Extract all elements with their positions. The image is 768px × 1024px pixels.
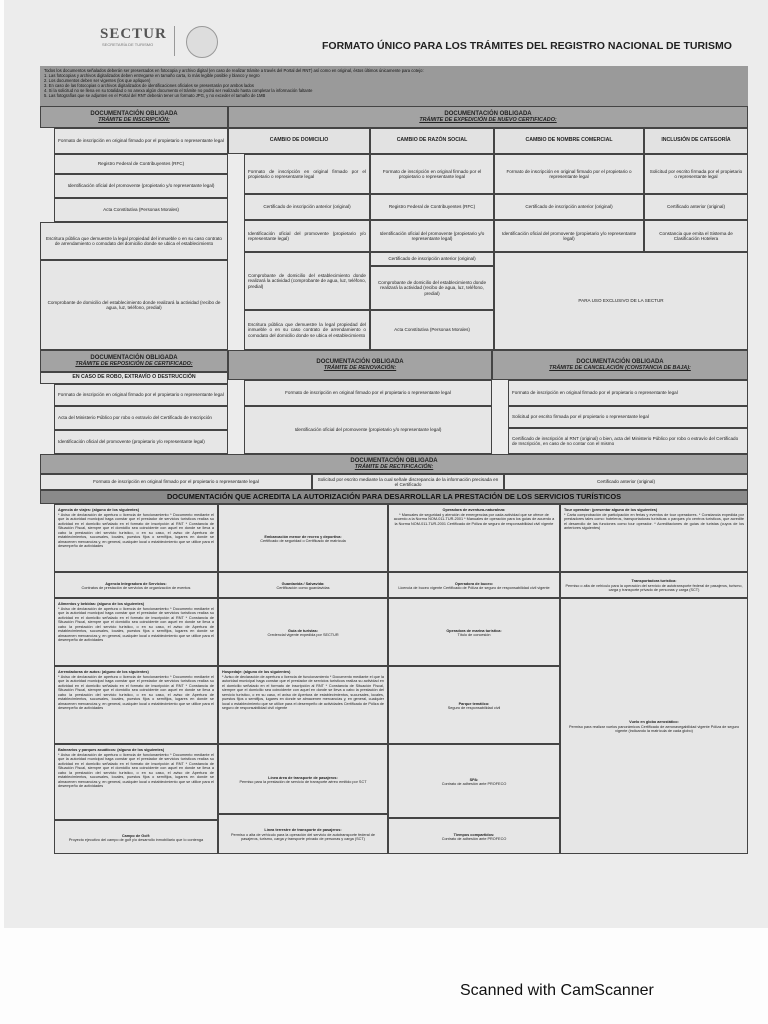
razon-item: Comprobante de domicilio del establecimiento donde realizará la actividad (recibo de agua, luz, teléfono, predial) <box>370 266 494 310</box>
cancelacion-subtitle: TRÁMITE DE CANCELACIÓN (CONSTANCIA DE BAJA): <box>549 365 691 371</box>
domicilio-item: Escritura pública que demuestre la legal propiedad del inmueble o en su caso contrato de arrendamiento o comodato del domicilio donde se ubica el establecimiento <box>244 310 370 350</box>
svc-title: SPA: <box>469 777 479 782</box>
domicilio-item: Formato de inscripción en original firmado por el propietario o representante legal <box>244 154 370 194</box>
svc-title: Parque temático: <box>458 701 490 706</box>
inscripcion-item: Registro Federal de Contribuyentes (RFC) <box>54 154 228 174</box>
svc-title: Agencia de viajes: (alguno de los siguientes) <box>58 508 140 512</box>
renovacion-subtitle: TRÁMITE DE RENOVACIÓN: <box>323 365 397 371</box>
nombre-item: Certificado de inscripción anterior (original) <box>494 194 644 220</box>
domicilio-item: Identificación oficial del promovente (propietario y/o representante legal) <box>244 220 370 252</box>
inscripcion-item: Acta Constitutiva (Personas Morales) <box>54 198 228 222</box>
inscripcion-item: Escritura pública que demuestre la legal propiedad del inmueble o en su caso contrato de arrendamiento o comodato del domicilio donde se ubica el establecimiento <box>40 222 228 260</box>
note-line: 5. Las fotografías que se adjunten en el Portal del RNT deberán tener un formato JPG, y no exceder el tamaño de 1MB <box>44 93 266 98</box>
sectur-logo: SECTUR <box>100 26 167 42</box>
svc-body: Permiso o alta de vehículo para la operación del servicio de autotransporte federal de pasajeros, turismo, carga y transporte privado de personas y carga (SCT) <box>565 583 743 593</box>
rectificacion-subtitle: TRÁMITE DE RECTIFICACIÓN: <box>354 464 434 470</box>
svc-agencia-integradora <box>54 572 218 598</box>
razon-item: Formato de inscripción en original firmado por el propietario o representante legal <box>370 154 494 194</box>
svc-spa <box>388 744 560 818</box>
svc-body: Seguro de responsabilidad civil <box>447 706 501 710</box>
svc-body: Credencial vigente expedida por SECTUR <box>267 633 339 637</box>
svc-title: Balnearios y parques acuáticos: (alguno de los siguientes) <box>58 748 165 752</box>
svc-hospedaje <box>218 666 388 744</box>
inscripcion-title: DOCUMENTACIÓN OBLIGADA <box>90 111 178 117</box>
mexico-seal-icon <box>186 26 218 58</box>
svc-title: Alimentos y bebidas: (alguno de los siguientes) <box>58 602 145 606</box>
col-cambio-nombre-comercial: CAMBIO DE NOMBRE COMERCIAL <box>494 128 644 154</box>
cancelacion-item: Solicitud por escrito firmada por el propietario o representante legal <box>508 406 748 428</box>
cancelacion-title: DOCUMENTACIÓN OBLIGADA <box>576 359 664 365</box>
camscanner-watermark: Scanned with CamScanner <box>460 982 654 999</box>
inscripcion-header <box>40 106 228 128</box>
svc-tiempos-compartidos <box>388 818 560 854</box>
svc-body: * Aviso de declaración de apertura o licencia de funcionamiento * Documento mediante el que la autoridad municipal haga constar que el prestador de servicios turísticos realiza su actividad en el domicilio señalado en el formato de inscripción al RNT * Constancia de Situación Fiscal, siempre que el domicilio sea coincidente con aquel en donde se lleva a cabo la prestación del servicio turístico, o en su caso, el aviso de Apertura de establecimientos, sucursales, locales, puestos fijos o semifijos, lugares en donde se almacenen mercancías y, en general, cualquier local o establecimiento que se utilice para el desempeño de actividades <box>58 512 214 548</box>
cancelacion-item: Certificado de inscripción al RNT (original) o bien, acta del Ministerio Público por robo o extravío del Certificado de Inscripción, en caso de no contar con el mismo <box>508 428 748 454</box>
inscripcion-subtitle: TRÁMITE DE INSCRIPCIÓN: <box>98 117 170 123</box>
svc-body: Licencia de buceo vigente Certificado de Póliza de seguro de responsabilidad civil vigente <box>398 586 550 590</box>
svc-title: Operadora de buceo: <box>454 581 494 586</box>
razon-item: Certificado de inscripción anterior (original) <box>370 252 494 266</box>
svc-arrendadoras-autos <box>54 666 218 744</box>
svc-body: * Aviso de declaración de apertura o licencia de funcionamiento * Documento mediante el que la autoridad municipal haga constar que el prestador de servicios turísticos realiza su actividad en el domicilio señalado en el formato de inscripción al RNT * Constancia de Situación Fiscal, siempre que el domicilio sea coincidente con aquel en donde se lleva a cabo la prestación del servicio turístico, o en su caso, el aviso de Apertura de establecimientos, sucursales, locales, puestos fijos o semifijos, lugares en donde se almacenen mercancías y, en general, cualquier local o establecimiento que se utilice para el desempeño de actividades <box>58 674 214 710</box>
svc-vuelo-globo <box>560 598 748 854</box>
svc-body: Permiso para la prestación de servicio de transporte aéreo emitido por SCT <box>239 780 367 784</box>
col-cambio-razon-social: CAMBIO DE RAZÓN SOCIAL <box>370 128 494 154</box>
rectificacion-header <box>40 454 748 474</box>
uso-exclusivo-sectur: PARA USO EXCLUSIVO DE LA SECTUR <box>494 252 748 350</box>
svc-title: Campo de Golf: <box>121 833 151 838</box>
expedicion-subtitle: TRÁMITE DE EXPEDICIÓN DE NUEVO CERTIFICADO: <box>419 117 557 123</box>
svc-transportadora <box>560 572 748 598</box>
svc-tour-operador <box>560 504 748 572</box>
svc-title: Embarcación menor de recreo y deportiva: <box>264 534 342 539</box>
servicios-title-bar: DOCUMENTACIÓN QUE ACREDITA LA AUTORIZACIÓN PARA DESARROLLAR LA PRESTACIÓN DE LOS SERVICIOS TURÍSTICOS <box>40 490 748 504</box>
reposicion-case: EN CASO DE ROBO, EXTRAVÍO O DESTRUCCIÓN <box>40 372 228 384</box>
svc-operadora-aventura <box>388 504 560 572</box>
form-title: FORMATO ÚNICO PARA LOS TRÁMITES DEL REGISTRO NACIONAL DE TURISMO <box>322 40 732 52</box>
inscripcion-item: Formato de inscripción en original firmado por el propietario o representante legal <box>54 128 228 154</box>
svc-body: Permiso o alta de vehículo para la operación del servicio de autotransporte federal de pasajeros, turismo, carga y transporte privado de personas y carga (SCT) <box>231 832 375 842</box>
svc-alimentos-bebidas <box>54 598 218 666</box>
nombre-item: Identificación oficial del promovente (propietario y/o representante legal) <box>494 220 644 252</box>
note-line: 4. Si la solicitud no se llena en su totalidad o no anexa algún documento el trámite no podrá ser realizado hasta completar la información faltante <box>44 88 313 93</box>
svc-title: Agencia Integradora de Servicios: <box>105 581 167 586</box>
svc-body: Certificación como guardavidas <box>276 586 330 590</box>
svc-body: Permiso para realizar vuelos panorámicos Certificado de aeronavegabilidad vigente Póliza de seguro vigente (indicando la matrícula de cada globo) <box>568 724 740 734</box>
svc-operadora-buceo <box>388 572 560 598</box>
rectificacion-item: Formato de inscripción en original firmado por el propietario o representante legal <box>40 474 312 490</box>
reposicion-item: Acta del Ministerio Público por robo o extravío del Certificado de Inscripción <box>54 406 228 430</box>
reposicion-subtitle: TRÁMITE DE REPOSICIÓN DE CERTIFICADO: <box>75 361 193 367</box>
categoria-item: Certificado anterior (original) <box>644 194 748 220</box>
svc-title: Guía de turistas: <box>288 628 318 633</box>
svc-title: Operadora de marina turística: <box>446 628 502 633</box>
svc-title: Hospedaje: (alguno de los siguientes) <box>222 670 291 674</box>
svc-body: Proyecto ejecutivo del campo de golf y/o desarrollo inmobiliario que lo contenga <box>68 838 204 842</box>
col-inclusion-categoria: INCLUSIÓN DE CATEGORÍA <box>644 128 748 154</box>
razon-item: Registro Federal de Contribuyentes (RFC) <box>370 194 494 220</box>
svc-guia-turistas <box>218 598 388 666</box>
svc-body: * Aviso de declaración de apertura o licencia de funcionamiento * Documento mediante el que la autoridad municipal haga constar que el prestador de servicios turísticos realiza su actividad en el domicilio señalado en el formato de inscripción al RNT * Constancia de Situación Fiscal, siempre que el domicilio sea coincidente con aquel en donde se lleva a cabo la prestación del servicio turístico, o en su caso, el aviso de Apertura de establecimientos, sucursales, locales, puestos fijos o semifijos, lugares en donde se almacenen mercancías y, en general, cualquier local o establecimiento que se utilice para el desempeño de actividades <box>58 606 214 642</box>
inscripcion-item: Identificación oficial del promovente (propietario y/o representante legal) <box>54 174 228 198</box>
col-cambio-domicilio: CAMBIO DE DOMICILIO <box>228 128 370 154</box>
svc-balnearios <box>54 744 218 820</box>
renovacion-header <box>228 350 492 380</box>
domicilio-item: Certificado de inscripción anterior (original) <box>244 194 370 220</box>
svc-title: Tiempos compartidos: <box>453 832 495 837</box>
svc-body: Contrato de adhesión ante PROFECO <box>441 837 507 841</box>
svc-body: Certificado de seguridad o Certificado de matrícula <box>260 539 346 543</box>
rectificacion-title: DOCUMENTACIÓN OBLIGADA <box>350 458 438 464</box>
svc-campo-golf <box>54 820 218 854</box>
svc-body: Contratos de prestación de servicios de organización de eventos <box>81 586 191 590</box>
reposicion-item: Formato de inscripción en original firmado por el propietario o representante legal <box>54 384 228 406</box>
renovacion-item: Identificación oficial del promovente (propietario y/o representante legal) <box>244 406 492 454</box>
svc-body: * Aviso de declaración de apertura o licencia de funcionamiento * Documento mediante el que la autoridad municipal haga constar que el prestador de servicios turísticos realiza su actividad en el domicilio señalado en el formato de inscripción al RNT * Constancia de Situación Fiscal, siempre que el domicilio sea coincidente con aquel en donde se lleva a cabo la prestación del servicio turístico, o en su caso, el aviso de Apertura de establecimientos, sucursales, locales, puestos fijos o semifijos, lugares en donde se almacenen mercancías y, en general, cualquier local o establecimiento que se utilice para el desempeño de actividades Certificado de Póliza de seguro de responsabilidad civil vigente <box>222 674 384 710</box>
svc-body: * Carta comprobación de participación en ferias y eventos de tour operadores. * Constancia expedida por prestadores tales como: hoteleros, transportadoras turísticas o parques y/o centros turísticos, que acredite el desarrollo de las funciones como tour operador. * Acreditaciones de guías de turistas (cuyos de los anteriores siguientes) <box>564 512 744 530</box>
svc-operadora-marina <box>388 598 560 666</box>
svc-title: Línea terrestre de transporte de pasajeros: <box>264 828 342 833</box>
svc-body: * Aviso de declaración de apertura o licencia de funcionamiento * Documento mediante el que la autoridad municipal haga constar que el prestador de servicios turísticos realiza su actividad en el domicilio señalado en el formato de inscripción al RNT * Constancia de Situación Fiscal, siempre que el domicilio sea coincidente con aquel en donde se lleva a cabo la prestación del servicio turístico, o en su caso, el aviso de Apertura de establecimientos, sucursales, locales, puestos fijos o semifijos, lugares en donde se almacenen mercancías y, en general, cualquier local o establecimiento que se utilice para el desempeño de actividades <box>58 752 214 788</box>
reposicion-item: Identificación oficial del promovente (propietario y/o representante legal) <box>54 430 228 454</box>
svc-guardavida <box>218 572 388 598</box>
reposicion-title: DOCUMENTACIÓN OBLIGADA <box>90 355 178 361</box>
sectur-logo-subtitle: SECRETARÍA DE TURISMO <box>102 42 154 47</box>
reposicion-header <box>40 350 228 372</box>
expedicion-title: DOCUMENTACIÓN OBLIGADA <box>444 111 532 117</box>
svc-body: Título de concesión <box>457 633 491 637</box>
svc-agencia-viajes <box>54 504 218 572</box>
svc-linea-terrestre <box>218 814 388 854</box>
note-line: Todos los documentos señalados deberán ser presentados en fotocopia y archivo digital (en caso de realizar trámite a través del Portal del RNT) así como en original, éstos últimos únicamente para cotejo: <box>44 68 424 73</box>
razon-item: Identificación oficial del promovente (propietario y/o representante legal) <box>370 220 494 252</box>
svc-linea-aerea <box>218 744 388 814</box>
renovacion-title: DOCUMENTACIÓN OBLIGADA <box>316 359 404 365</box>
renovacion-item: Formato de inscripción en original firmado por el propietario o representante legal <box>244 380 492 406</box>
svc-body: * Manuales de seguridad y atención de emergencias por cada actividad que se ofrece de acuerdo a la Norma NOM-011-TUR-2001 * Manuales de operación para los guías de acuerdo a la Norma NOM-011-TUR-2001 Certificado de Póliza de seguro de responsabilidad civil vigente <box>393 512 555 526</box>
expedicion-header <box>228 106 748 128</box>
nombre-item: Formato de inscripción en original firmado por el propietario o representante legal <box>494 154 644 194</box>
inscripcion-item: Comprobante de domicilio del establecimiento donde realizará la actividad (recibo de agua, luz, teléfono, predial) <box>40 260 228 350</box>
cancelacion-item: Formato de inscripción en original firmado por el propietario o representante legal <box>508 380 748 406</box>
note-line: 2. Los documentos deben ser vigentes (los que apliquen) <box>44 78 151 83</box>
cancelacion-header <box>492 350 748 380</box>
svc-title: Línea área de transporte de pasajeros: <box>268 775 338 780</box>
svc-embarcacion <box>218 504 388 572</box>
razon-item: Acta Constitutiva (Personas Morales) <box>370 310 494 350</box>
svc-title: Transportadora turística: <box>631 579 677 584</box>
svc-body: Contrato de adhesión ante PROFECO <box>441 782 507 786</box>
domicilio-item: Comprobante de domicilio del establecimiento donde realizará la actividad (comprobante de agua, luz, teléfono, predial) <box>244 252 370 310</box>
svc-title: Arrendadoras de autos: (alguno de los siguientes) <box>58 670 149 674</box>
document-sheet <box>4 0 768 928</box>
svc-title: Vuelo en globo aerostático: <box>629 720 679 725</box>
svc-parque-tematico <box>388 666 560 744</box>
rectificacion-item: Solicitud por escrito mediante la cual señale discrepancia de la información precisada en el Certificado <box>312 474 504 490</box>
logo-divider <box>174 26 175 56</box>
rectificacion-item: Certificado anterior (original) <box>504 474 748 490</box>
categoria-item: Constancia que emita el Sistema de Clasificación Hotelera <box>644 220 748 252</box>
svc-title: Tour operador: (presentar alguno de los siguientes) <box>564 508 658 512</box>
note-line: 3. En caso de las fotocopias o archivos digitalizados de identificaciones oficiales se presentarán por ambos lados <box>44 83 254 88</box>
svc-title: Operadora de aventura-naturaleza: <box>442 508 506 512</box>
note-line: 1. Las fotocopias y archivos digitalizados deben entregarse en tamaño carta, lo más legible posible y blanco y negro <box>44 73 260 78</box>
svc-title: Guardavida / Salvavida: <box>281 581 325 586</box>
categoria-item: Solicitud por escrito firmada por el propietario o representante legal <box>644 154 748 194</box>
